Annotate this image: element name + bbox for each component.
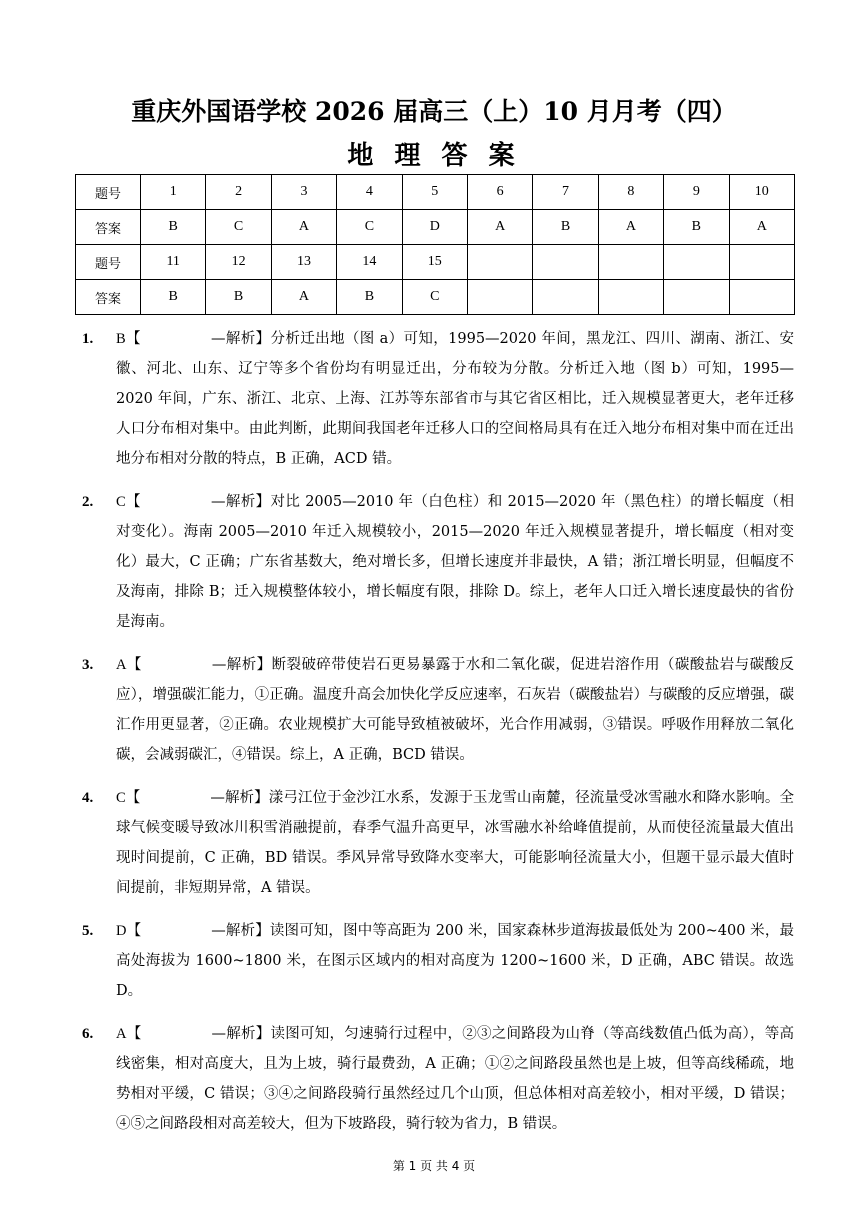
- answer-table-cell: C: [206, 210, 271, 245]
- answer-table-cell: 4: [337, 175, 402, 210]
- answer-table-cell: [533, 245, 598, 280]
- answer-table-row-header: 题号: [76, 175, 141, 210]
- question-body: [82, 1019, 794, 1139]
- question-body: [82, 783, 794, 903]
- answer-table-row: [76, 175, 795, 210]
- question-answer-letter: D【: [116, 923, 142, 939]
- answer-table-cell: A: [598, 210, 663, 245]
- answer-table-cell: [533, 280, 598, 315]
- answer-table-cell: [664, 280, 729, 315]
- answer-table-cell: [598, 245, 663, 280]
- question-number: 5.: [82, 923, 94, 939]
- page-title: 重庆外国语学校 2026 届高三（上）10 月月考（四）: [131, 97, 737, 126]
- question-item: [82, 650, 794, 770]
- answer-table: [75, 174, 795, 315]
- question-number: 3.: [82, 657, 94, 673]
- question-body: [82, 487, 794, 637]
- answer-table-cell: [467, 280, 532, 315]
- question-explanation: —解析】读图可知，匀速骑行过程中，②③之间路段为山脊（等高线数值凸低为高），等高线密集，相对高度大，且为上坡，骑行最费劲，A 正确；①②之间路段虽然也是上坡，但等高线稀疏，地势相对平缓，C 错误；③④之间路段骑行虽然经过几个山顶，但总体相对高差较小，相对平缓，D 错误；④⑤之间路段相对高差较大，但为下坡路段，骑行较为省力，B 错误。: [116, 1026, 794, 1132]
- answer-table-cell: 7: [533, 175, 598, 210]
- answer-table-cell: 5: [402, 175, 467, 210]
- answer-table-cell: 15: [402, 245, 467, 280]
- answer-table-cell: B: [206, 280, 271, 315]
- answer-table-cell: 3: [271, 175, 336, 210]
- answer-table-cell: 9: [664, 175, 729, 210]
- question-item: [82, 916, 794, 1006]
- answer-table-row: [76, 245, 795, 280]
- question-number: 4.: [82, 790, 94, 806]
- answer-table-cell: 11: [141, 245, 206, 280]
- answer-table-row: [76, 210, 795, 245]
- question-item: [82, 487, 794, 637]
- question-answer-letter: A【: [116, 657, 142, 673]
- answer-table-cell: [729, 280, 794, 315]
- answer-table-cell: B: [141, 210, 206, 245]
- answer-table-cell: 1: [141, 175, 206, 210]
- answer-table-cell: 2: [206, 175, 271, 210]
- answer-table-cell: B: [664, 210, 729, 245]
- question-explanation: —解析】读图可知，图中等高距为 200 米，国家森林步道海拔最低处为 200~400 米，最高处海拔为 1600~1800 米，在图示区域内的相对高度为 1200~1600 米，D 正确，ABC 错误。故选 D。: [116, 923, 794, 999]
- answer-table-cell: D: [402, 210, 467, 245]
- answer-table-cell: C: [337, 210, 402, 245]
- question-answer-letter: C【: [116, 790, 141, 806]
- answer-table-cell: B: [141, 280, 206, 315]
- answer-table-cell: C: [402, 280, 467, 315]
- answer-table-cell: B: [337, 280, 402, 315]
- question-number: 1.: [82, 331, 94, 347]
- answer-table-cell: [664, 245, 729, 280]
- answer-table-cell: [598, 280, 663, 315]
- question-number: 2.: [82, 494, 94, 510]
- question-item: [82, 783, 794, 903]
- question-explanation: —解析】漾弓江位于金沙江水系，发源于玉龙雪山南麓，径流量受冰雪融水和降水影响。全球气候变暖导致冰川积雪消融提前，春季气温升高更早，冰雪融水补给峰值提前，从而使径流量最大值出现时间提前，C 正确，BD 错误。季风异常导致降水变率大，可能影响径流量大小，但题干显示最大值时间提前，非短期异常，A 错误。: [116, 790, 794, 896]
- answer-table-cell: A: [271, 280, 336, 315]
- answer-table-cell: A: [467, 210, 532, 245]
- answer-table-cell: A: [729, 210, 794, 245]
- answer-table-cell: 14: [337, 245, 402, 280]
- question-answer-letter: B【: [116, 331, 141, 347]
- question-item: [82, 324, 794, 474]
- answer-table-cell: 12: [206, 245, 271, 280]
- answer-table-row-header: 答案: [76, 210, 141, 245]
- answer-table-row: [76, 280, 795, 315]
- answer-table-cell: 8: [598, 175, 663, 210]
- question-list: [82, 324, 794, 1152]
- answer-table-cell: B: [533, 210, 598, 245]
- answer-table-cell: 10: [729, 175, 794, 210]
- answer-table-cell: 6: [467, 175, 532, 210]
- question-body: [82, 916, 794, 1006]
- answer-table-cell: A: [271, 210, 336, 245]
- question-answer-letter: A【: [116, 1026, 142, 1042]
- page-subtitle: 地 理 答 案: [347, 141, 521, 171]
- question-explanation: —解析】对比 2005—2010 年（白色柱）和 2015—2020 年（黑色柱）的增长幅度（相对变化）。海南 2005—2010 年迁入规模较小，2015—2020 年迁入规模显著提升，增长幅度（相对变化）最大，C 正确；广东省基数大，绝对增长多，但增长速度并非最快，A 错；浙江增长明显，但幅度不及海南，排除 B；迁入规模整体较小，增长幅度有限，排除 D。综上，老年人口迁入增长速度最快的省份是海南。: [116, 494, 794, 630]
- page-footer: 第 1 页 共 4 页: [392, 1159, 476, 1173]
- question-item: [82, 1019, 794, 1139]
- answer-table-cell: 13: [271, 245, 336, 280]
- question-explanation: —解析】断裂破碎带使岩石更易暴露于水和二氧化碳，促进岩溶作用（碳酸盐岩与碳酸反应），增强碳汇能力，①正确。温度升高会加快化学反应速率，石灰岩（碳酸盐岩）与碳酸的反应增强，碳汇作用更显著，②正确。农业规模扩大可能导致植被破坏，光合作用减弱，③错误。呼吸作用释放二氧化碳，会减弱碳汇，④错误。综上，A 正确，BCD 错误。: [116, 657, 794, 763]
- question-body: [82, 324, 794, 474]
- question-body: [82, 650, 794, 770]
- question-explanation: —解析】分析迁出地（图 a）可知，1995—2020 年间，黑龙江、四川、湖南、浙江、安徽、河北、山东、辽宁等多个省份均有明显迁出，分布较为分散。分析迁入地（图 b）可知，1995—2020 年间，广东、浙江、北京、上海、江苏等东部省市与其它省区相比，迁入规模显著更大，老年迁移人口分布相对集中。由此判断，此期间我国老年迁移人口的空间格局具有在迁入地分布相对集中而在迁出地分布相对分散的特点，B 正确，ACD 错。: [116, 331, 794, 467]
- question-answer-letter: C【: [116, 494, 141, 510]
- answer-table-cell: [729, 245, 794, 280]
- answer-table-cell: [467, 245, 532, 280]
- answer-table-row-header: 答案: [76, 280, 141, 315]
- answer-table-row-header: 题号: [76, 245, 141, 280]
- question-number: 6.: [82, 1026, 94, 1042]
